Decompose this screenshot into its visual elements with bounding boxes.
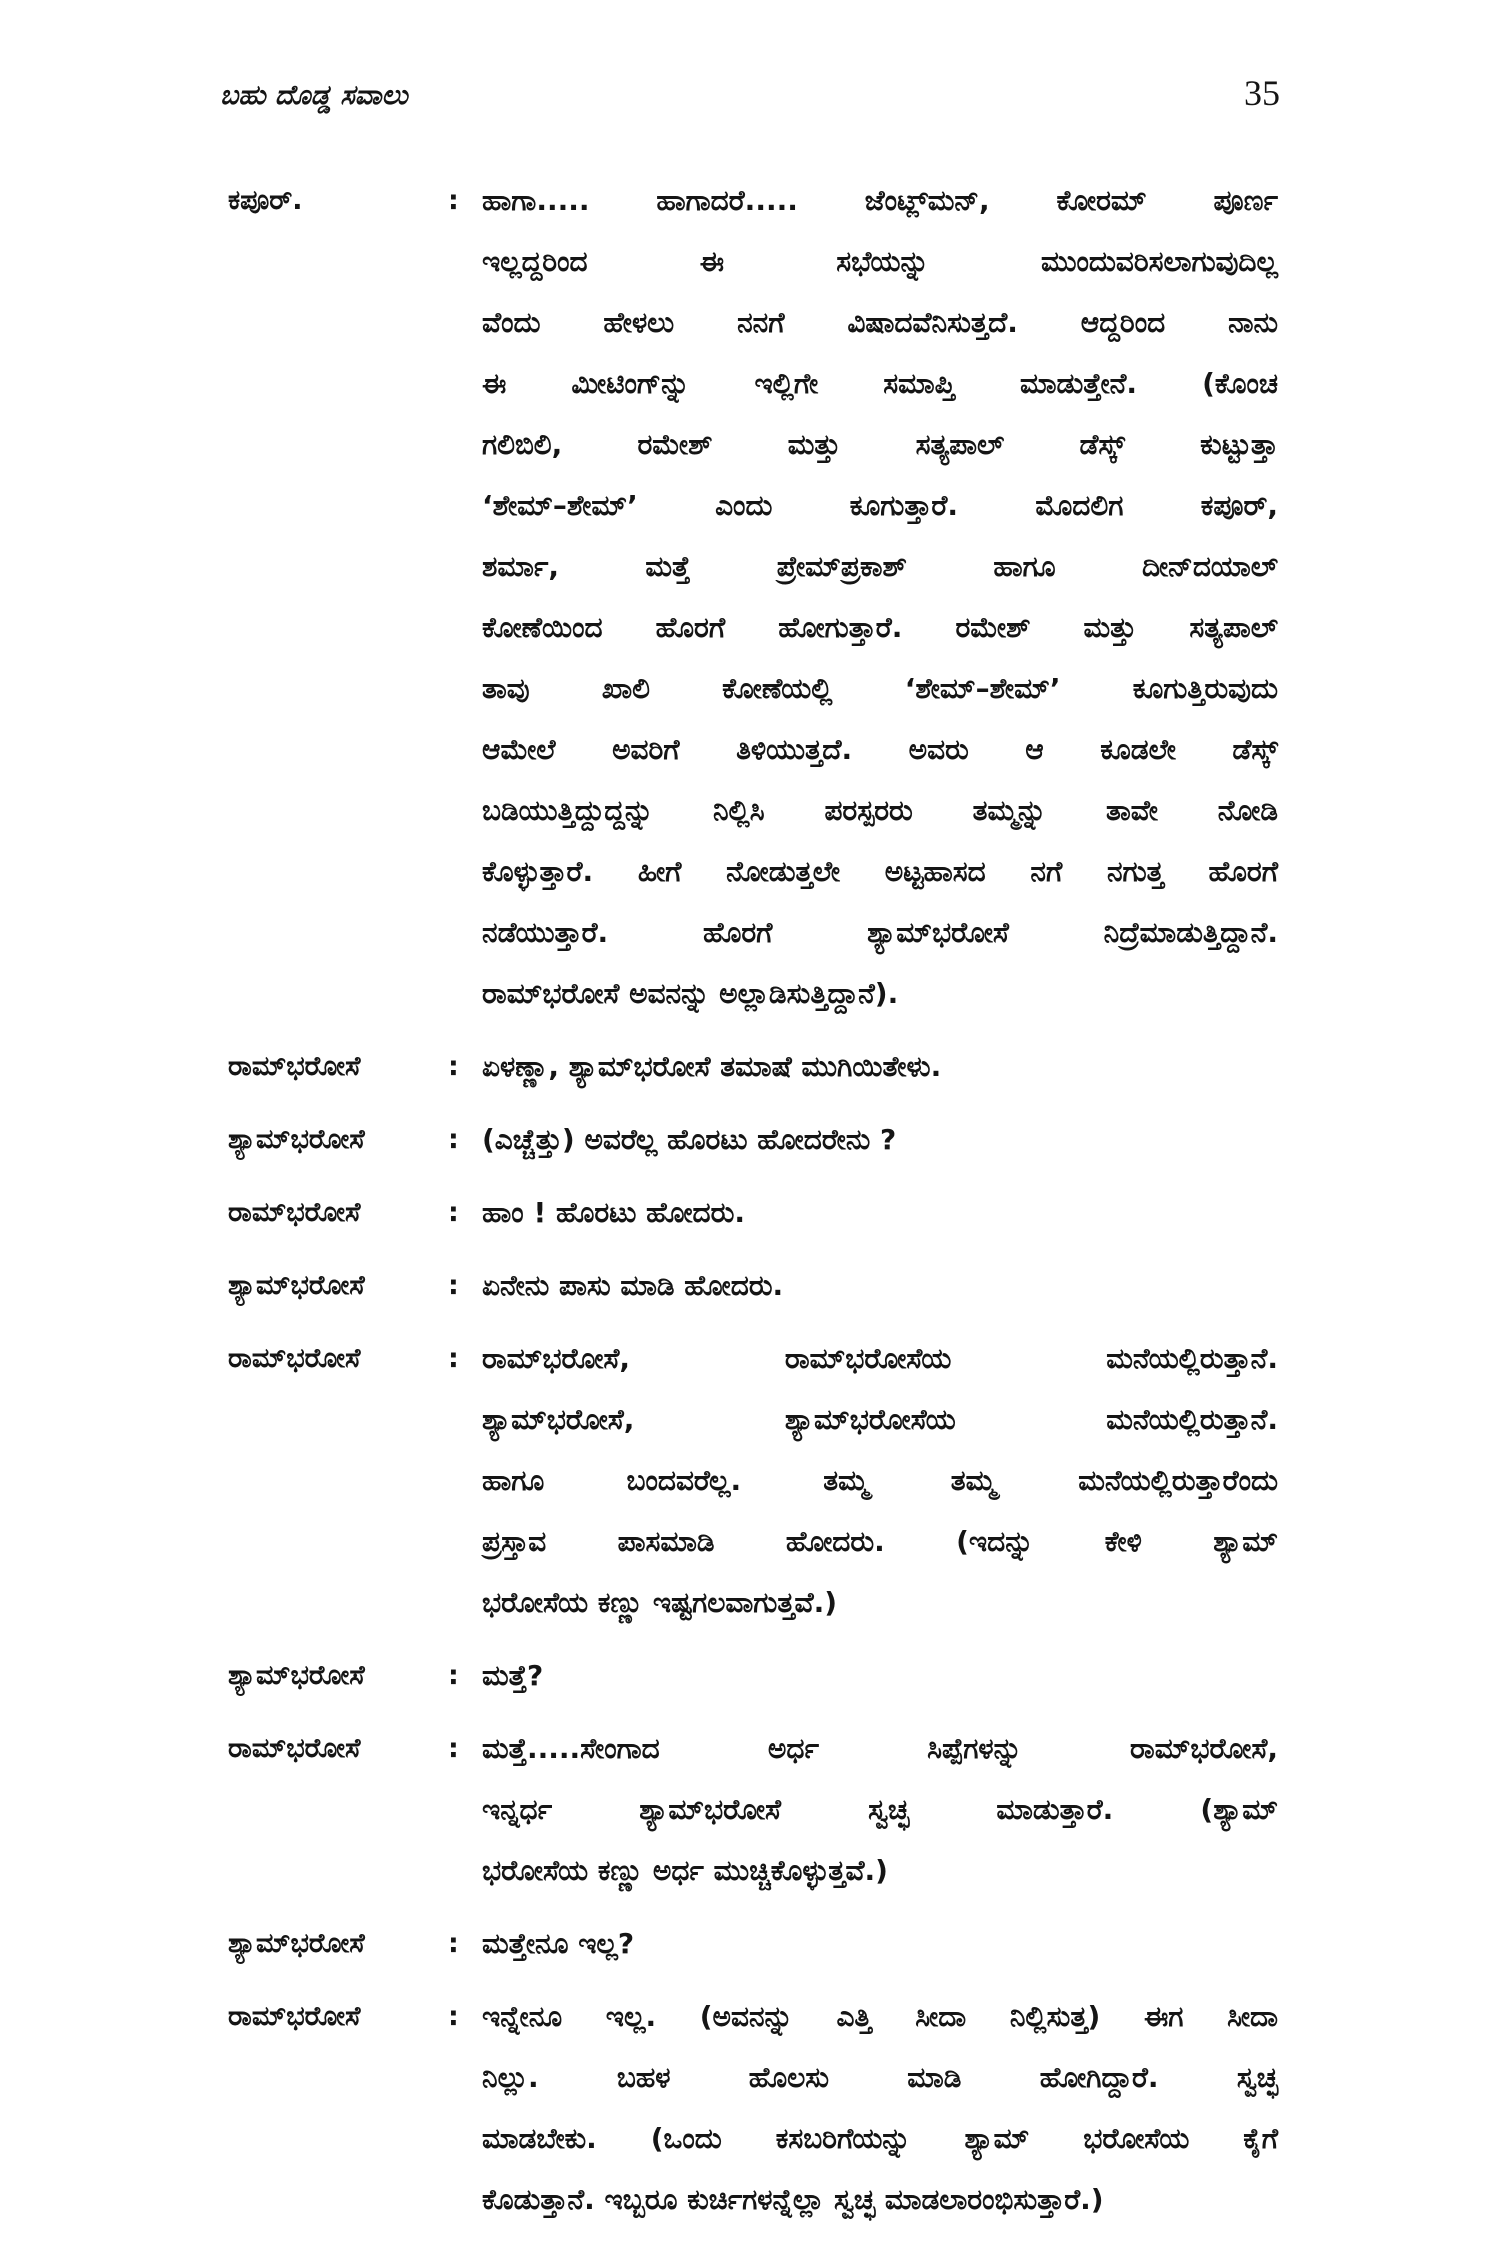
speech-line: ತಾವು ಖಾಲಿ ಕೋಣೆಯಲ್ಲಿ ‘ಶೇಮ್–ಶೇಮ್’ ಕೂಗುತ್ತಿರುವುದು <box>482 672 1278 705</box>
speech-text <box>482 1718 1278 1901</box>
dialogue-entry <box>228 1182 1278 1243</box>
speech-text <box>482 1182 1278 1243</box>
speech-text <box>482 170 1278 1024</box>
dialogue-entry <box>228 170 1278 1024</box>
speech-line: ಶ್ಯಾಮ್‌ಭರೋಸೆ, ಶ್ಯಾಮ್‌ಭರೋಸೆಯ ಮನೆಯಲ್ಲಿರುತ್ತಾನೆ. <box>482 1403 1278 1436</box>
speaker-colon: : <box>448 1928 459 1959</box>
speech-text <box>482 1986 1278 2230</box>
speaker-name: ರಾಮ್‌ಭರೋಸೆ <box>228 1733 361 1764</box>
speaker-name: ಶ್ಯಾಮ್‌ಭರೋಸೆ <box>228 1270 365 1301</box>
speech-line: ಹಾಗೂ ಬಂದವರೆಲ್ಲ. ತಮ್ಮ ತಮ್ಮ ಮನೆಯಲ್ಲಿರುತ್ತಾರೆಂದು <box>482 1464 1278 1497</box>
dialogue-entry <box>228 1036 1278 1097</box>
dialogue-entry <box>228 1109 1278 1170</box>
speaker-colon: : <box>448 1270 459 1301</box>
speaker-name: ಕಪೂರ್. <box>228 185 303 216</box>
speech-text <box>482 1036 1278 1097</box>
speaker-colon: : <box>448 185 459 216</box>
speech-line: ಕೊಳ್ಳುತ್ತಾರೆ. ಹೀಗೆ ನೋಡುತ್ತಲೇ ಅಟ್ಟಹಾಸದ ನಗೆ ನಗುತ್ತ ಹೊರಗೆ <box>482 855 1278 888</box>
speech-line: ಪ್ರಸ್ತಾವ ಪಾಸಮಾಡಿ ಹೋದರು. (ಇದನ್ನು ಕೇಳಿ ಶ್ಯಾಮ್ <box>482 1525 1278 1558</box>
speech-line: ಮತ್ತೆ.....ಸೇಂಗಾದ ಅರ್ಧ ಸಿಪ್ಪೆಗಳನ್ನು ರಾಮ್‌ಭರೋಸೆ, <box>482 1732 1278 1765</box>
speaker-colon: : <box>448 1197 459 1228</box>
speaker-name: ರಾಮ್‌ಭರೋಸೆ <box>228 2001 361 2032</box>
dialogue-entry <box>228 1718 1278 1901</box>
speech-line: ನಡೆಯುತ್ತಾರೆ. ಹೊರಗೆ ಶ್ಯಾಮ್‌ಭರೋಸೆ ನಿದ್ರೆಮಾಡುತ್ತಿದ್ದಾನೆ. <box>482 916 1278 949</box>
speech-line: ಕೋಣೆಯಿಂದ ಹೊರಗೆ ಹೋಗುತ್ತಾರೆ. ರಮೇಶ್ ಮತ್ತು ಸತ್ಯಪಾಲ್ <box>482 611 1278 644</box>
speaker-name: ಶ್ಯಾಮ್‌ಭರೋಸೆ <box>228 1124 365 1155</box>
speaker-name: ರಾಮ್‌ಭರೋಸೆ <box>228 1197 361 1228</box>
speech-line: ಭರೋಸೆಯ ಕಣ್ಣು ಇಷ್ಟಗಲವಾಗುತ್ತವೆ.) <box>482 1586 838 1619</box>
speech-line: ‘ಶೇಮ್–ಶೇಮ್’ ಎಂದು ಕೂಗುತ್ತಾರೆ. ಮೊದಲಿಗ ಕಪೂರ್, <box>482 489 1278 522</box>
speech-line: ಮತ್ತೆ? <box>482 1659 544 1692</box>
speaker-colon: : <box>448 1733 459 1764</box>
speech-line: ರಾಮ್‌ಭರೋಸೆ, ರಾಮ್‌ಭರೋಸೆಯ ಮನೆಯಲ್ಲಿರುತ್ತಾನೆ. <box>482 1342 1278 1375</box>
speaker-colon: : <box>448 1343 459 1374</box>
dialogue-entry <box>228 1645 1278 1706</box>
speech-line: ನಿಲ್ಲು. ಬಹಳ ಹೊಲಸು ಮಾಡಿ ಹೋಗಿದ್ದಾರೆ. ಸ್ವಚ್ಛ <box>482 2061 1278 2094</box>
dialogue-entry <box>228 1255 1278 1316</box>
speech-line: ಕೊಡುತ್ತಾನೆ. ಇಬ್ಬರೂ ಕುರ್ಚಿಗಳನ್ನೆಲ್ಲಾ ಸ್ವಚ್ಛ ಮಾಡಲಾರಂಭಿಸುತ್ತಾರೆ.) <box>482 2183 1104 2216</box>
speech-line: ಮಾಡಬೇಕು. (ಒಂದು ಕಸಬರಿಗೆಯನ್ನು ಶ್ಯಾಮ್ ಭರೋಸೆಯ ಕೈಗೆ <box>482 2122 1278 2155</box>
speech-line: ಶರ್ಮಾ, ಮತ್ತೆ ಪ್ರೇಮ್‌ಪ್ರಕಾಶ್ ಹಾಗೂ ದೀನ್‌ದಯಾಲ್ <box>482 550 1278 583</box>
dialogue-entry <box>228 1328 1278 1633</box>
page-number: 35 <box>1244 73 1280 113</box>
dialogue-entry <box>228 1913 1278 1974</box>
speaker-colon: : <box>448 1660 459 1691</box>
speech-line: ಏಳಣ್ಣಾ, ಶ್ಯಾಮ್‌ಭರೋಸೆ ತಮಾಷೆ ಮುಗಿಯಿತೇಳು. <box>482 1050 942 1083</box>
speech-line: ಆಮೇಲೆ ಅವರಿಗೆ ತಿಳಿಯುತ್ತದೆ. ಅವರು ಆ ಕೂಡಲೇ ಡೆಸ್ಕ್ <box>482 733 1278 766</box>
speaker-colon: : <box>448 2001 459 2032</box>
speech-line: ಇಲ್ಲದ್ದರಿಂದ ಈ ಸಭೆಯನ್ನು ಮುಂದುವರಿಸಲಾಗುವುದಿಲ್ಲ <box>482 245 1278 278</box>
speech-line: ವೆಂದು ಹೇಳಲು ನನಗೆ ವಿಷಾದವೆನಿಸುತ್ತದೆ. ಆದ್ದರಿಂದ ನಾನು <box>482 306 1278 339</box>
speech-text <box>482 1255 1278 1316</box>
speech-line: ಇನ್ನೇನೂ ಇಲ್ಲ. (ಅವನನ್ನು ಎತ್ತಿ ಸೀದಾ ನಿಲ್ಲಿಸುತ್ತ) ಈಗ ಸೀದಾ <box>482 2000 1278 2033</box>
speech-line: ಮತ್ತೇನೂ ಇಲ್ಲ? <box>482 1927 635 1960</box>
speech-line: ಇನ್ನರ್ಧ ಶ್ಯಾಮ್‌ಭರೋಸೆ ಸ್ವಚ್ಛ ಮಾಡುತ್ತಾರೆ. (ಶ್ಯಾಮ್ <box>482 1793 1278 1826</box>
play-script-body <box>228 170 1278 2242</box>
speech-line: ಏನೇನು ಪಾಸು ಮಾಡಿ ಹೋದರು. <box>482 1269 784 1302</box>
dialogue-entry <box>228 1986 1278 2230</box>
speech-line: ಹಾಂ ! ಹೊರಟು ಹೋದರು. <box>482 1196 745 1229</box>
running-title: ಬಹು ದೊಡ್ಡ ಸವಾಲು <box>220 80 408 111</box>
speech-line: ಹಾಗಾ..... ಹಾಗಾದರೆ..... ಜೆಂಟ್ಲ್‌ಮನ್, ಕೋರಮ್ ಪೂರ್ಣ <box>482 184 1278 217</box>
speaker-name: ರಾಮ್‌ಭರೋಸೆ <box>228 1343 361 1374</box>
speech-text <box>482 1109 1278 1170</box>
speech-line: (ಎಚ್ಚೆತ್ತು) ಅವರೆಲ್ಲ ಹೊರಟು ಹೋದರೇನು ? <box>482 1123 897 1156</box>
speech-line: ಬಡಿಯುತ್ತಿದ್ದುದ್ದನ್ನು ನಿಲ್ಲಿಸಿ ಪರಸ್ಪರರು ತಮ್ಮನ್ನು ತಾವೇ ನೋಡಿ <box>482 794 1278 827</box>
speech-line: ರಾಮ್‌ಭರೋಸೆ ಅವನನ್ನು ಅಲ್ಲಾಡಿಸುತ್ತಿದ್ದಾನೆ). <box>482 977 899 1010</box>
speech-text <box>482 1645 1278 1706</box>
page-header <box>220 72 1280 122</box>
speech-line: ಗಲಿಬಿಲಿ, ರಮೇಶ್ ಮತ್ತು ಸತ್ಯಪಾಲ್ ಡೆಸ್ಕ್ ಕುಟ್ಟುತ್ತಾ <box>482 428 1278 461</box>
speech-text <box>482 1328 1278 1633</box>
speaker-colon: : <box>448 1051 459 1082</box>
speech-text <box>482 1913 1278 1974</box>
speaker-colon: : <box>448 1124 459 1155</box>
speech-line: ಈ ಮೀಟಿಂಗ್‌ನ್ನು ಇಲ್ಲಿಗೇ ಸಮಾಪ್ತಿ ಮಾಡುತ್ತೇನೆ. (ಕೊಂಚ <box>482 367 1278 400</box>
speaker-name: ಶ್ಯಾಮ್‌ಭರೋಸೆ <box>228 1660 365 1691</box>
speaker-name: ಶ್ಯಾಮ್‌ಭರೋಸೆ <box>228 1928 365 1959</box>
speaker-name: ರಾಮ್‌ಭರೋಸೆ <box>228 1051 361 1082</box>
speech-line: ಭರೋಸೆಯ ಕಣ್ಣು ಅರ್ಧ ಮುಚ್ಚಿಕೊಳ್ಳುತ್ತವೆ.) <box>482 1854 888 1887</box>
